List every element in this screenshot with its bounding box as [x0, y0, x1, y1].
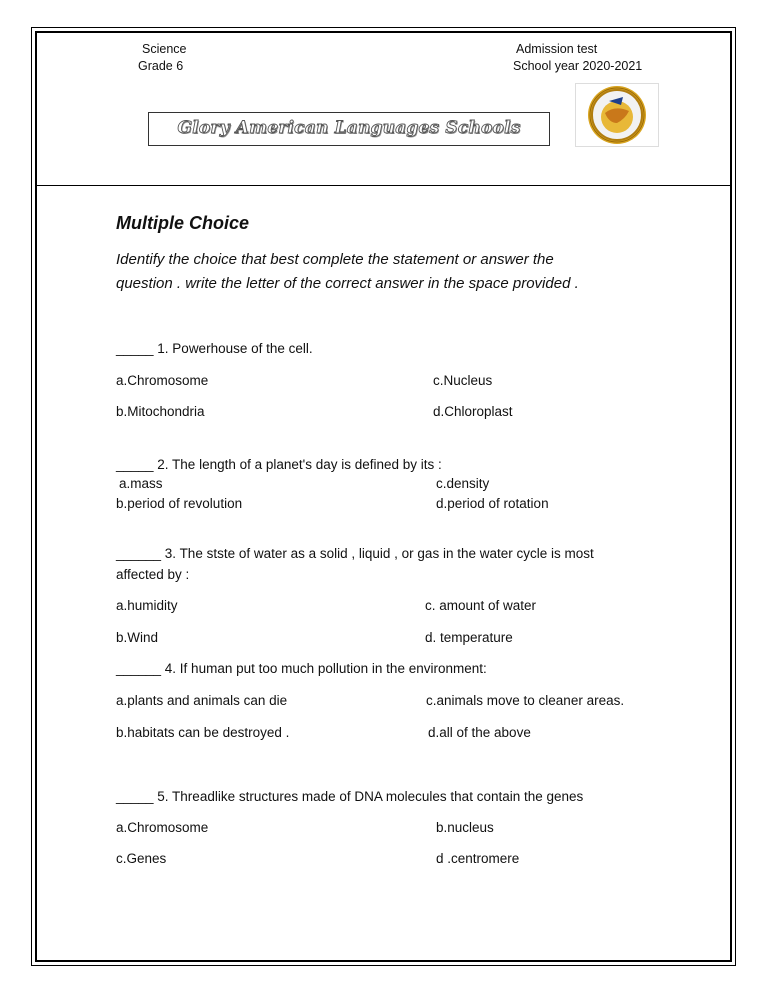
- question-1-option-d: d.Chloroplast: [433, 404, 513, 419]
- school-logo: [575, 83, 659, 147]
- question-3-option-b: b.Wind: [116, 630, 159, 645]
- instructions-line-1: Identify the choice that best complete the statement or answer the: [116, 251, 554, 268]
- question-4-option-a: a.plants and animals can die: [116, 693, 288, 708]
- question-4-option-d: d.all of the above: [428, 725, 531, 740]
- question-2-stem: _____ 2. The length of a planet's day is defined by its :: [116, 457, 442, 472]
- question-2-option-d: d.period of rotation: [436, 496, 549, 511]
- grade-label: Grade 6: [138, 59, 184, 73]
- question-5-option-c: c.Genes: [116, 851, 167, 866]
- question-5-option-a: a.Chromosome: [116, 820, 209, 835]
- subject-label: Science: [142, 42, 187, 56]
- question-1-stem: _____ 1. Powerhouse of the cell.: [116, 341, 313, 356]
- header-divider: [35, 185, 732, 186]
- section-title: Multiple Choice: [116, 213, 250, 233]
- school-name: Glory American Languages Schools: [177, 118, 521, 138]
- question-2-option-b: b.period of revolution: [116, 496, 243, 511]
- instructions-line-2: question . write the letter of the correct answer in the space provided .: [116, 275, 579, 292]
- question-5-option-d: d .centromere: [436, 851, 520, 866]
- question-2-option-c: c.density: [436, 476, 490, 491]
- question-3-option-a: a.humidity: [116, 598, 178, 613]
- question-3-stem-continued: affected by :: [116, 567, 190, 582]
- question-1-option-a: a.Chromosome: [116, 373, 209, 388]
- question-3-stem: ______ 3. The stste of water as a solid , liquid , or gas in the water cycle is most: [116, 546, 594, 561]
- question-4-option-b: b.habitats can be destroyed .: [116, 725, 290, 740]
- question-2-option-a: a.mass: [119, 476, 163, 491]
- school-year-label: School year 2020-2021: [513, 59, 643, 73]
- school-name-banner: [148, 112, 550, 146]
- question-4-stem: ______ 4. If human put too much pollution in the environment:: [116, 661, 487, 676]
- question-3-option-d: d. temperature: [425, 630, 513, 645]
- question-3-option-c: c. amount of water: [425, 598, 537, 613]
- question-1-option-b: b.Mitochondria: [116, 404, 205, 419]
- question-4-option-c: c.animals move to cleaner areas.: [426, 693, 625, 708]
- question-5-option-b: b.nucleus: [436, 820, 494, 835]
- question-5-stem: _____ 5. Threadlike structures made of DNA molecules that contain the genes: [116, 789, 584, 804]
- test-name-label: Admission test: [516, 42, 598, 56]
- question-1-option-c: c.Nucleus: [433, 373, 493, 388]
